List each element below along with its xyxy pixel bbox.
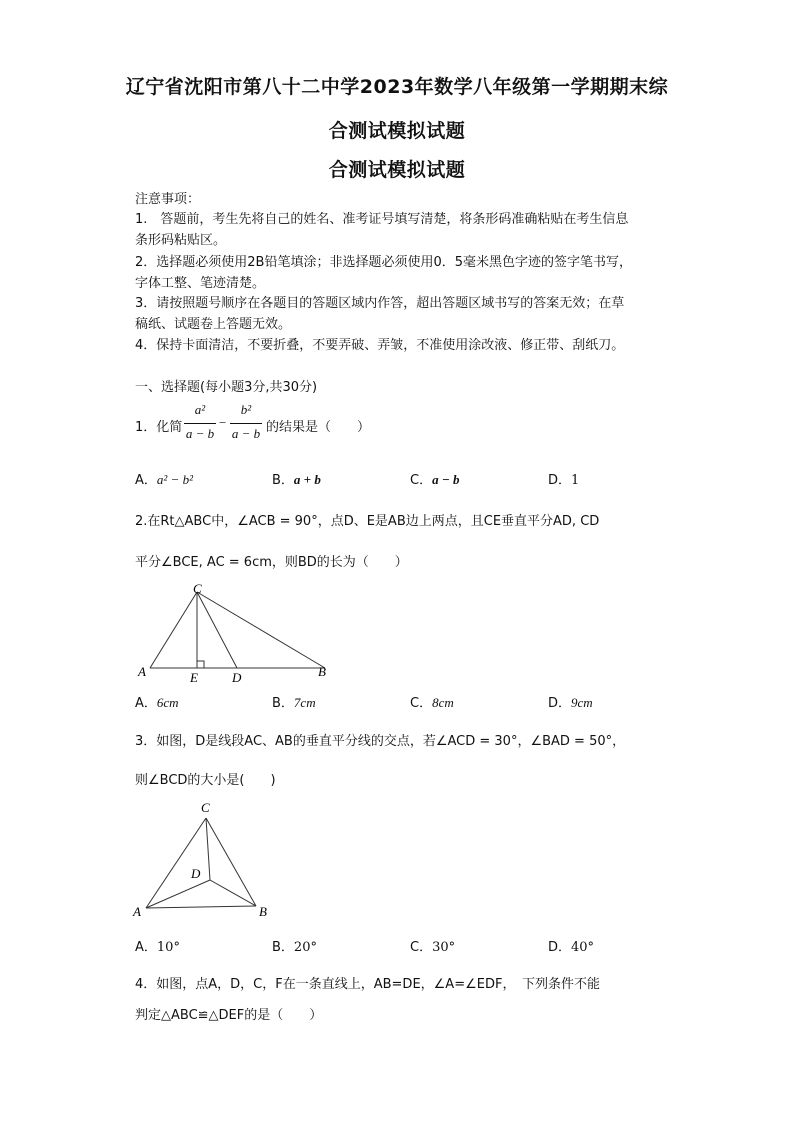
q2-label-c: C: [193, 581, 202, 596]
q1-minus: −: [219, 415, 227, 430]
option-label: D．: [548, 473, 572, 488]
q3-label-a: A: [133, 904, 141, 919]
q3-line-cb: [206, 818, 256, 906]
note-1-line-2: 条形码粘贴区。: [135, 233, 227, 248]
option-label: D．: [548, 696, 572, 711]
option-text: 8cm: [432, 695, 454, 710]
q2-label-d: D: [232, 670, 242, 685]
option-label: A．: [135, 473, 157, 488]
q3-label-c: C: [201, 800, 210, 815]
option-text: a² − b²: [156, 472, 193, 487]
q2-option-b[interactable]: [272, 692, 316, 711]
option-text: 30°: [432, 940, 456, 955]
notes-heading: 注意事项：: [135, 192, 201, 207]
note-4-line-1: 4．保持卡面清洁，不要折叠，不要弄破、弄皱，不准使用涂改液、修正带、刮纸刀。: [135, 338, 625, 353]
option-label: A．: [135, 696, 157, 711]
q3-line-cd: [206, 818, 210, 880]
fraction-bar: [230, 423, 262, 424]
option-label: D．: [548, 940, 572, 955]
q1-fraction-1: [184, 402, 216, 444]
q1-fraction-2: [230, 402, 262, 444]
q2-option-a[interactable]: [135, 692, 179, 711]
page-subtitle: 合测试模拟试题: [328, 120, 466, 142]
q3-line-2: 则∠BCD的大小是( ): [135, 773, 276, 788]
q1-frac2-denominator: a − b: [231, 426, 261, 441]
note-3-line-1: 3．请按照题号顺序在各题目的答题区域内作答，超出答题区域书写的答案无效；在草: [135, 296, 625, 311]
q3-label-b: B: [259, 904, 267, 919]
option-text: 10°: [156, 940, 180, 955]
q1-option-b[interactable]: [272, 469, 321, 488]
q2-label-b: B: [318, 664, 326, 679]
option-label: B．: [272, 473, 294, 488]
note-2-line-2: 字体工整、笔迹清楚。: [135, 276, 266, 291]
q2-line-cb: [197, 592, 325, 668]
fraction-bar: [184, 423, 216, 424]
q1-prefix: 1．化简: [135, 420, 183, 435]
q3-option-c[interactable]: [410, 936, 455, 955]
option-label: C．: [410, 473, 433, 488]
option-text: 20°: [293, 940, 317, 955]
right-angle-mark: [197, 661, 204, 668]
q1-option-c[interactable]: [410, 469, 459, 488]
q3-line-1: 3．如图，D是线段AC、AB的垂直平分线的交点，若∠ACD = 30°，∠BAD = 50°，: [135, 734, 626, 749]
q1-frac1-denominator: a − b: [185, 426, 215, 441]
q3-option-d[interactable]: [548, 936, 594, 955]
page-subtitle-repeat: 合测试模拟试题: [328, 159, 466, 181]
q2-figure: [130, 580, 340, 685]
option-label: C．: [410, 940, 433, 955]
option-text: 9cm: [571, 695, 593, 710]
q4-line-1: 4．如图，点A，D，C，F在一条直线上，AB=DE，∠A=∠EDF， 下列条件不能: [135, 977, 600, 992]
q1-option-d[interactable]: [548, 469, 579, 488]
option-text: a + b: [293, 472, 321, 487]
option-text: 7cm: [293, 695, 316, 710]
option-text: 6cm: [156, 695, 179, 710]
q2-label-e: E: [190, 670, 198, 685]
q3-option-a[interactable]: [135, 936, 180, 955]
q2-line-ac: [150, 592, 197, 668]
option-label: B．: [272, 696, 294, 711]
note-2-line-1: 2．选择题必须使用2B铅笔填涂；非选择题必须使用0．5毫米黑色字迹的签字笔书写，: [135, 255, 633, 270]
option-text: 1: [571, 473, 580, 488]
page-title: 辽宁省沈阳市第八十二中学2023年数学八年级第一学期期末综: [125, 76, 669, 98]
q2-option-d[interactable]: [548, 692, 593, 711]
q1-frac2-numerator: b²: [240, 402, 252, 417]
section-heading: 一、选择题(每小题3分,共30分): [135, 380, 318, 395]
note-1-line-1: 1. 答题前，考生先将自己的姓名、准考证号填写清楚，将条形码准确粘贴在考生信息: [135, 212, 629, 227]
q3-line-ab: [146, 906, 256, 908]
option-text: a − b: [432, 472, 460, 487]
q1-frac1-numerator: a²: [194, 402, 206, 417]
q1-option-a[interactable]: [135, 469, 193, 488]
q3-option-b[interactable]: [272, 936, 317, 955]
option-label: B．: [272, 940, 294, 955]
q2-line-2: 平分∠BCE, AC = 6cm，则BD的长为（ ）: [135, 555, 408, 570]
q1-suffix: 的结果是（ ）: [266, 420, 371, 435]
option-label: C．: [410, 696, 433, 711]
q2-option-c[interactable]: [410, 692, 454, 711]
note-3-line-2: 稿纸、试题卷上答题无效。: [135, 317, 292, 332]
option-text: 40°: [571, 940, 595, 955]
q4-line-2: 判定△ABC≌△DEF的是（ ）: [135, 1008, 323, 1023]
q3-figure: [128, 796, 278, 924]
q3-label-d: D: [191, 866, 201, 881]
q2-label-a: A: [138, 664, 146, 679]
q2-line-1: 2.在Rt△ABC中，∠ACB = 90°，点D、E是AB边上两点，且CE垂直平分AD, CD: [135, 514, 600, 529]
option-label: A．: [135, 940, 157, 955]
